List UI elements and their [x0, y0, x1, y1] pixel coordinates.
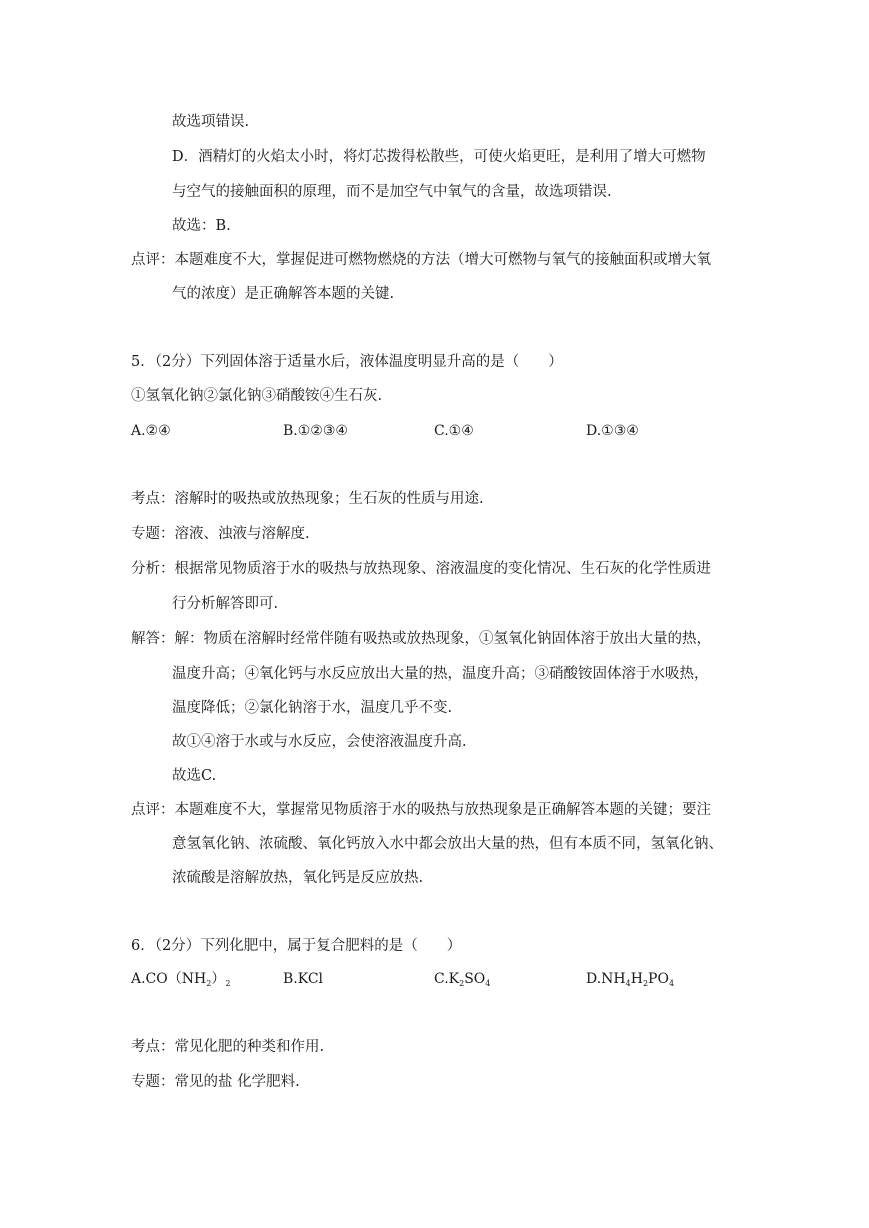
q5-zhuanti: 专题：溶液、浊液与溶解度.: [131, 526, 310, 542]
q5-jieda-line-2: 温度升高；④氧化钙与水反应放出大量的热，温度升高；③硝酸铵固体溶于水吸热，: [172, 666, 709, 682]
q5-dianping-line-3: 浓硫酸是溶解放热，氧化钙是反应放热.: [172, 870, 424, 886]
q4-tail-line-2: D．酒精灯的火焰太小时，将灯芯拨得松散些，可使火焰更旺，是利用了增大可燃物: [172, 149, 706, 165]
q5-fenxi-line-1: 分析：根据常见物质溶于水的吸热与放热现象、溶液温度的变化情况、生石灰的化学性质进: [131, 561, 711, 577]
q5-fenxi-line-2: 行分析解答即可.: [172, 596, 279, 612]
q4-tail-line-1: 故选项错误.: [172, 114, 250, 130]
q5-kaodian: 考点：溶解时的吸热或放热现象；生石灰的性质与用途.: [131, 491, 484, 507]
q5-jieda-line-4: 故①④溶于水或与水反应，会使溶液温度升高.: [172, 734, 467, 750]
q6-option-c: $C.K_2SO_4$: [434, 971, 491, 988]
q6-option-b: B.KCl: [283, 971, 324, 987]
q5-stem: 5．（2分）下列固体溶于适量水后，液体温度明显升高的是（ ）: [131, 354, 563, 370]
q5-option-d: D.①③④: [586, 423, 639, 439]
q5-dianping-line-2: 意氢氧化钠、浓硫酸、氧化钙放入水中都会放出大量的热，但有本质不同，氢氧化钠、: [172, 836, 723, 852]
q5-jieda-line-3: 温度降低；②氯化钠溶于水，温度几乎不变.: [172, 700, 453, 716]
q5-option-b: B.①②③④: [283, 423, 348, 439]
q6-kaodian: 考点：常见化肥的种类和作用.: [131, 1039, 325, 1055]
q4-answer: 故选：B.: [172, 218, 231, 234]
q5-items: ①氢氧化钠②氯化钠③硝酸铵④生石灰.: [131, 388, 383, 404]
q6-stem: 6．（2分）下列化肥中，属于复合肥料的是（ ）: [131, 938, 462, 954]
q4-comment-line-1: 点评：本题难度不大，掌握促进可燃物燃烧的方法（增大可燃物与氧气的接触面积或增大氧: [131, 252, 711, 268]
q5-option-c: C.①④: [434, 423, 474, 439]
q5-dianping-line-1: 点评：本题难度不大，掌握常见物质溶于水的吸热与放热现象是正确解答本题的关键；要注: [131, 802, 711, 818]
q4-comment-line-2: 气的浓度）是正确解答本题的关键.: [172, 286, 395, 302]
q5-option-a: A.②④: [131, 423, 171, 439]
q5-jieda-line-1: 解答：解：物质在溶解时经常伴随有吸热或放热现象，①氢氧化钠固体溶于放出大量的热，: [131, 631, 711, 647]
q6-option-d: $D.NH_4H_2PO_4$: [586, 971, 675, 988]
q6-option-a: $A.CO(NH_2)_2$: [131, 971, 231, 988]
q5-jieda-line-5: 故选C.: [172, 768, 217, 784]
q4-tail-line-3: 与空气的接触面积的原理，而不是加空气中氧气的含量，故选项错误.: [172, 184, 612, 200]
q6-zhuanti: 专题：常见的盐 化学肥料.: [131, 1074, 300, 1090]
